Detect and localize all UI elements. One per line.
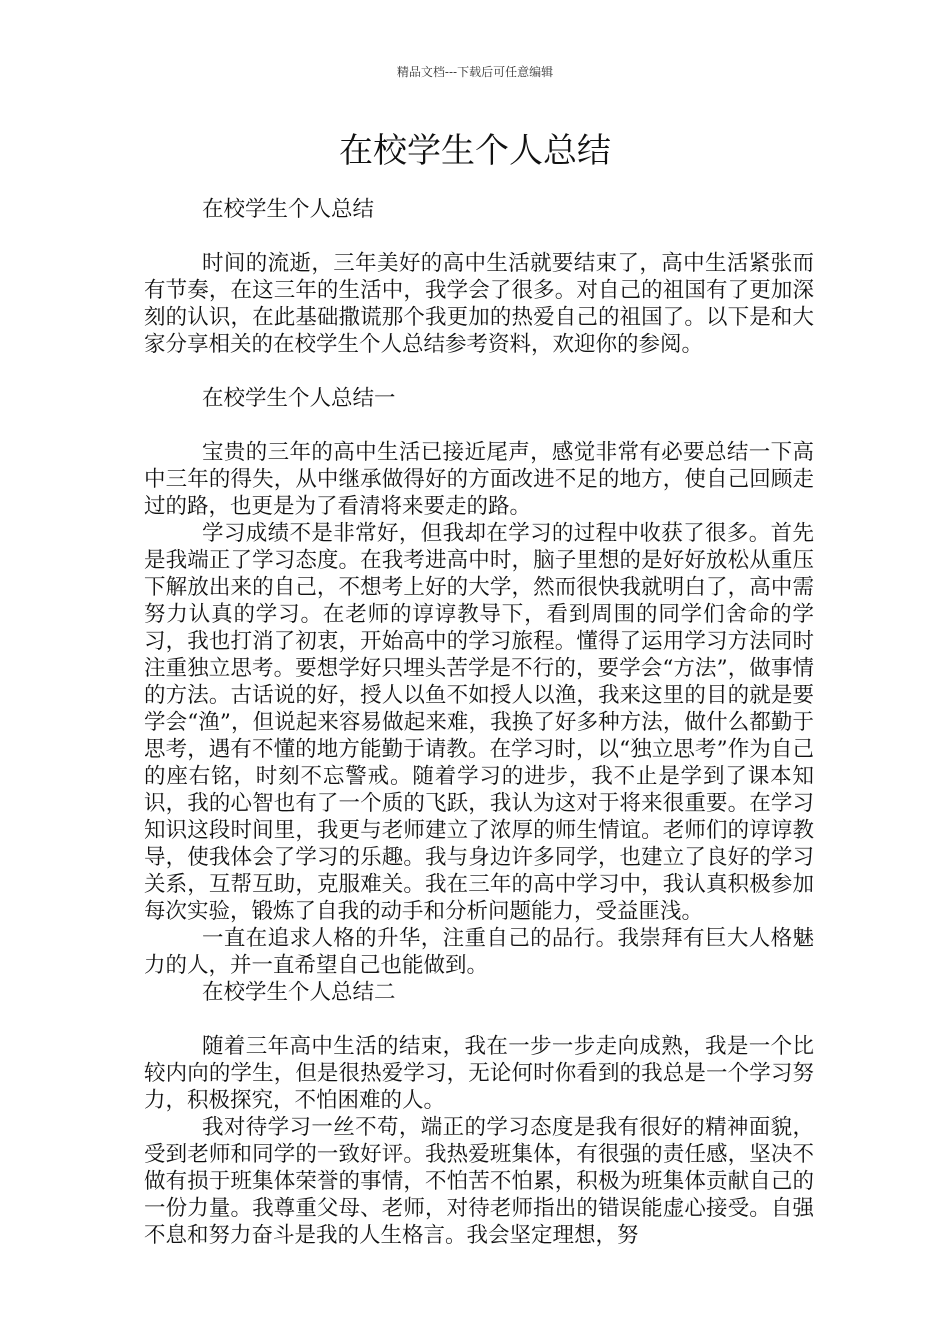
blank-line <box>144 1006 814 1033</box>
section-1-heading: 在校学生个人总结一 <box>202 386 396 411</box>
page-header: 精品文档---下载后可任意编辑 <box>396 65 554 79</box>
document-title: 在校学生个人总结 <box>339 131 611 171</box>
blank-line <box>144 358 814 385</box>
section-1-paragraph-2: 学习成绩不是非常好，但我却在学习的过程中收获了很多。首先是我端正了学习态度。在我考进高中时，脑子里想的是好好放松从重压下解放出来的自己，不想考上好的大学，然而很快我就明白了，高中需努力认真的学习。在老师的谆谆教导下，看到周围的同学们舍命的学习，我也打消了初衷，开始高中的学习旅程。懂得了运用学习方法同时注重独立思考。要想学好只埋头苦学是不行的，要学会“方法”，做事情的方法。古话说的好，授人以鱼不如授人以渔，我来这里的目的就是要学会“渔”，但说起来容易做起来难，我换了好多种方法，做什么都勤于思考，遇有不懂的地方能勤于请教。在学习时，以“独立思考”作为自己的座右铭，时刻不忘警戒。随着学习的进步，我不止是学到了课本知识，我的心智也有了一个质的飞跃，我认为这对于将来很重要。在学习知识这段时间里，我更与老师建立了浓厚的师生情谊。老师们的谆谆教导，使我体会了学习的乐趣。我与身边许多同学，也建立了良好的学习关系，互帮互助，克服难关。我在三年的高中学习中，我认真积极参加每次实验，锻炼了自我的动手和分析问题能力，受益匪浅。 <box>144 521 814 924</box>
section-2-paragraph-2: 我对待学习一丝不苟，端正的学习态度是我有很好的精神面貌，受到老师和同学的一致好评。我热爱班集体，有很强的责任感，坚决不做有损于班集体荣誉的事情，不怕苦不怕累，积极为班集体贡献自己的一份力量。我尊重父母、老师，对待老师指出的错误能虚心接受。自强不息和努力奋斗是我的人生格言。我会坚定理想，努 <box>144 1115 814 1248</box>
blank-line <box>144 223 814 250</box>
document-body <box>144 196 814 1249</box>
section-2-paragraph-1: 随着三年高中生活的结束，我在一步一步走向成熟，我是一个比较内向的学生，但是很热爱学习，无论何时你看到的我总是一个学习努力，积极探究，不怕困难的人。 <box>144 1034 814 1113</box>
blank-line <box>144 412 814 439</box>
section-1-paragraph-3: 一直在追求人格的升华，注重自己的品行。我崇拜有巨大人格魅力的人，并一直希望自己也能做到。 <box>144 926 814 978</box>
section-2-heading: 在校学生个人总结二 <box>202 980 396 1005</box>
subtitle: 在校学生个人总结 <box>202 197 375 222</box>
section-1-paragraph-1: 宝贵的三年的高中生活已接近尾声，感觉非常有必要总结一下高中三年的得失，从中继承做得好的方面改进不足的地方，使自己回顾走过的路，也更是为了看清将来要走的路。 <box>144 440 814 519</box>
intro-paragraph: 时间的流逝，三年美好的高中生活就要结束了，高中生活紧张而有节奏，在这三年的生活中，我学会了很多。对自己的祖国有了更加深刻的认识，在此基础撒谎那个我更加的热爱自己的祖国了。以下是和大家分享相关的在校学生个人总结参考资料，欢迎你的参阅。 <box>144 251 814 357</box>
